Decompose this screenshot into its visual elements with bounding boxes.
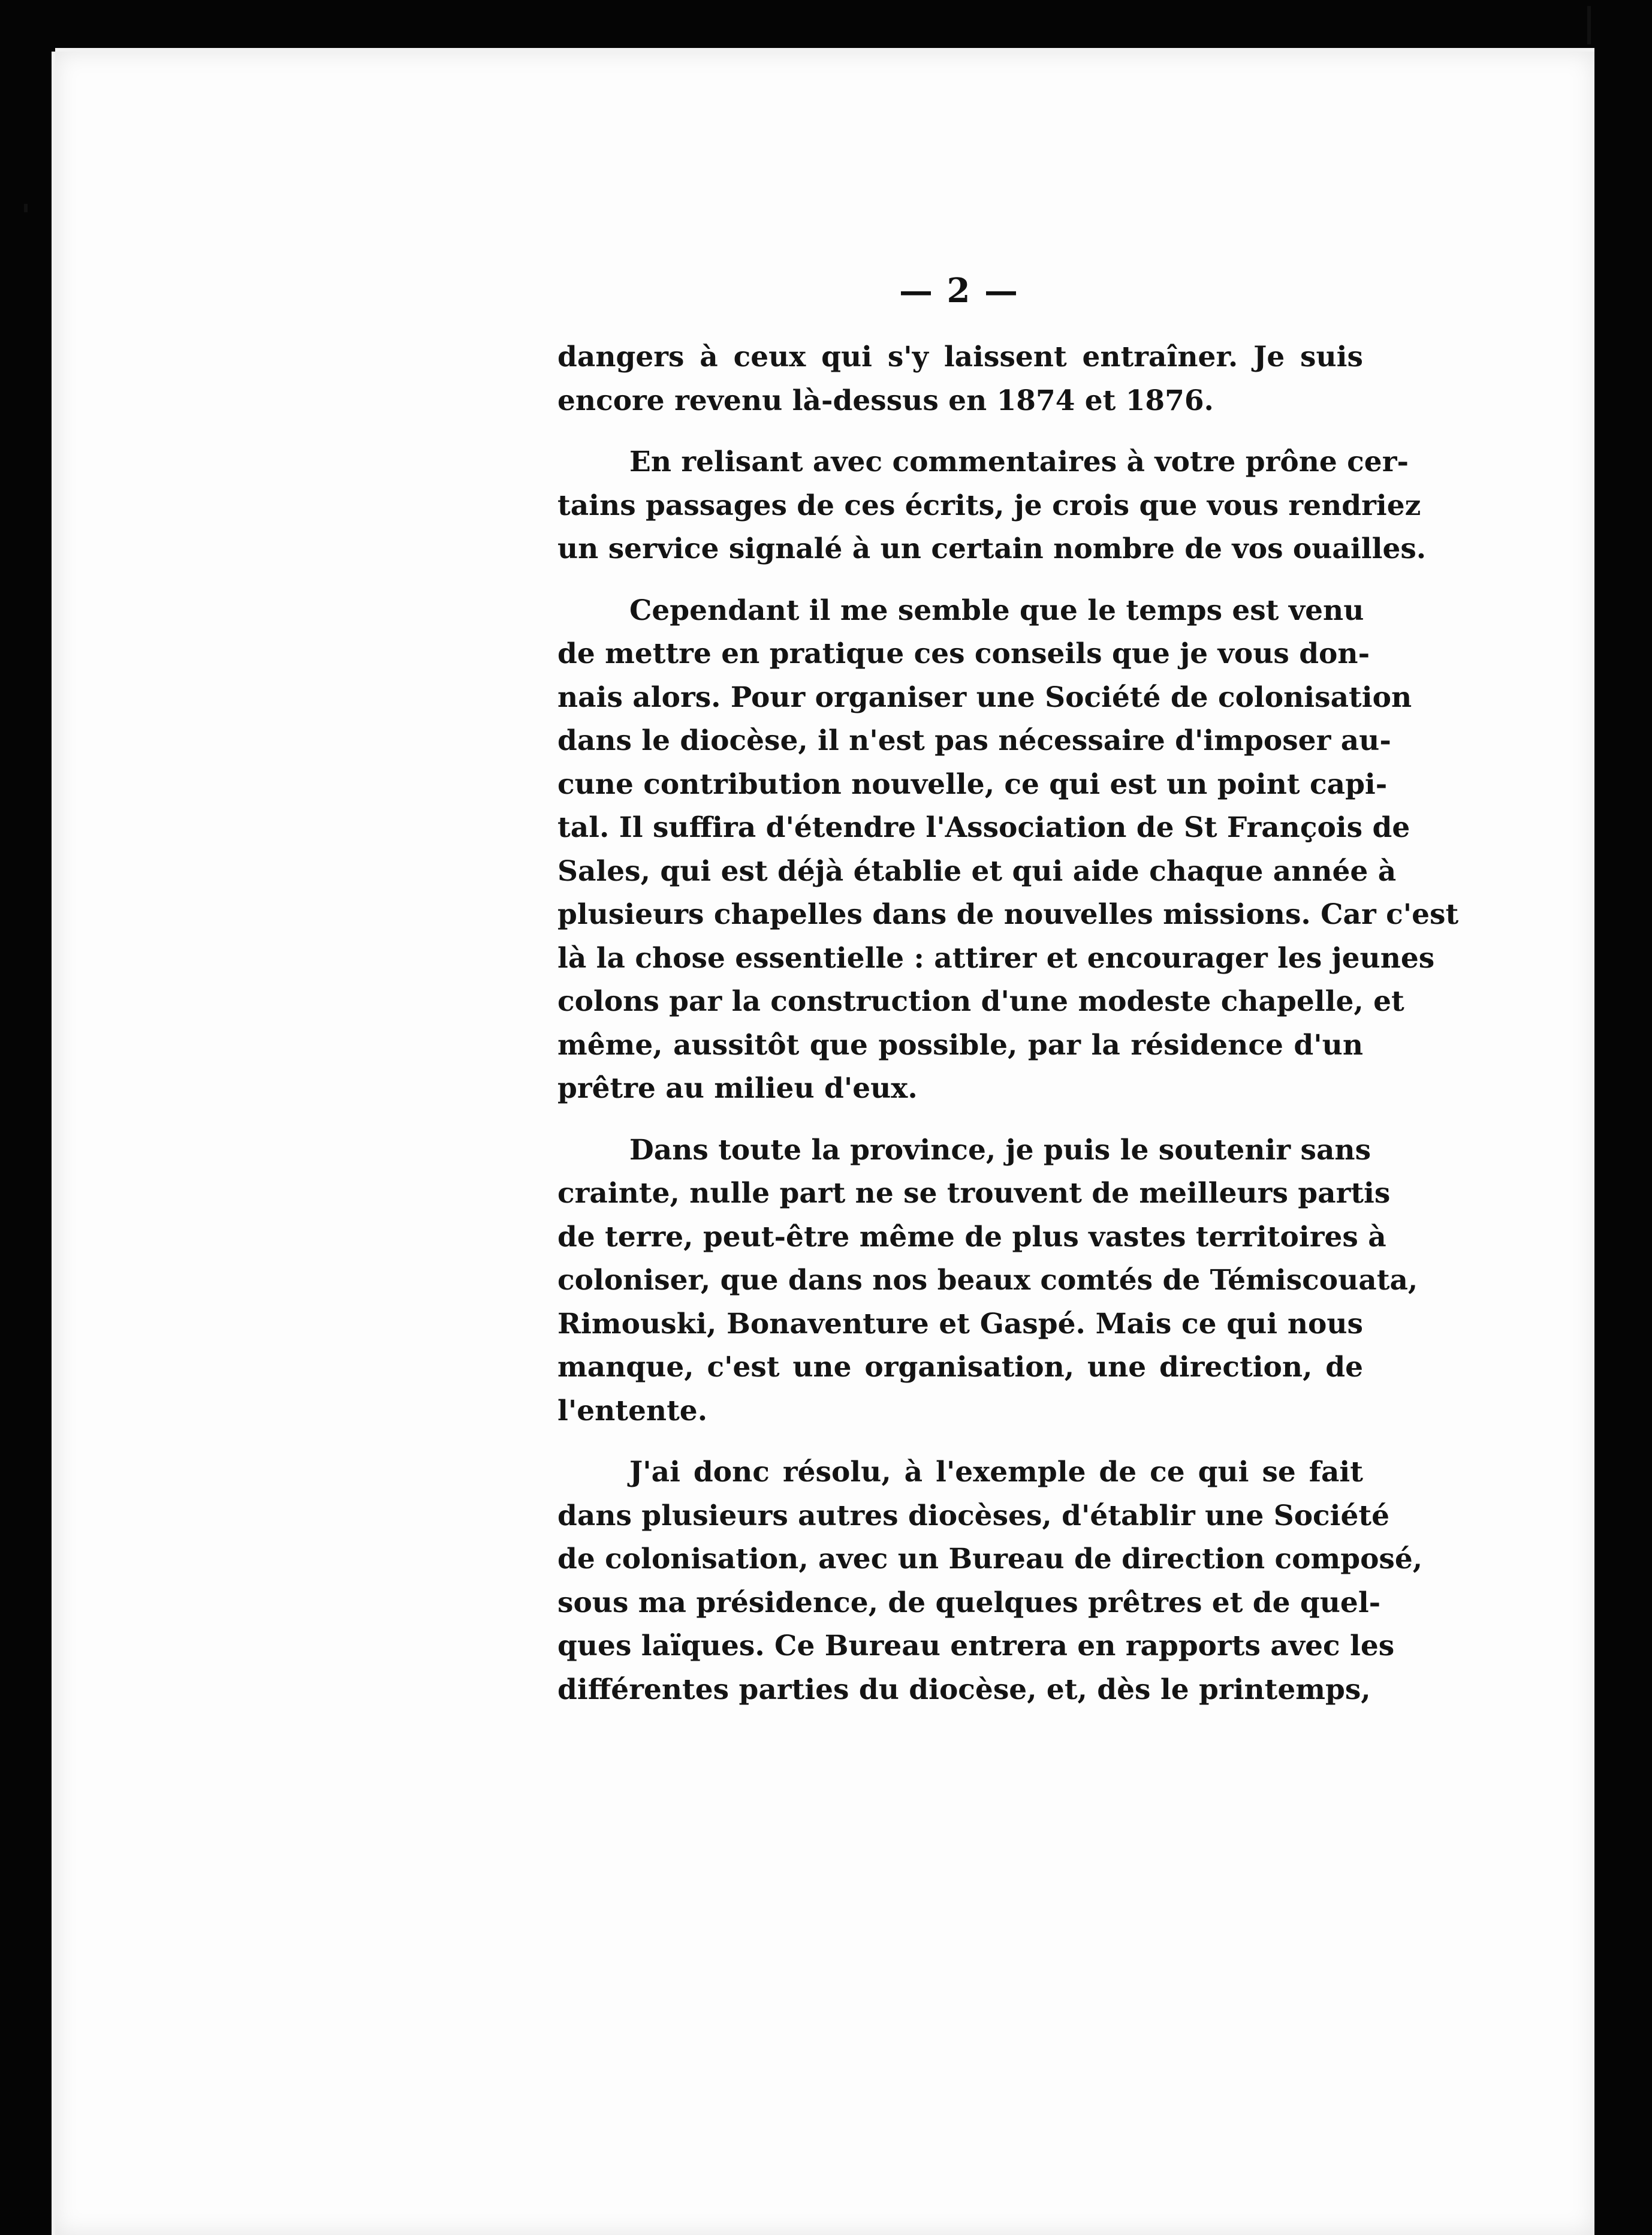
text-line: plusieurs chapelles dans de nouvelles missions. Car c'est	[557, 898, 1459, 931]
text-line: cune contribution nouvelle, ce qui est un point capi-	[557, 767, 1388, 801]
paragraph	[557, 589, 1459, 1111]
text-line: manque, c'est une organisation, une direction, de	[557, 1351, 1363, 1384]
paragraph	[557, 1129, 1418, 1433]
text-line: Sales, qui est déjà établie et qui aide chaque année à	[557, 854, 1397, 888]
text-line: J'ai donc résolu, à l'exemple de ce qui se fait	[629, 1456, 1363, 1489]
text-line: encore revenu là-dessus en 1874 et 1876.	[557, 384, 1214, 417]
text-line: colons par la construction d'une modeste chapelle, et	[557, 985, 1404, 1018]
text-line: tal. Il suffira d'étendre l'Association de St François de	[557, 811, 1410, 844]
text-line: de colonisation, avec un Bureau de direction composé,	[557, 1543, 1423, 1576]
paragraph	[557, 1451, 1423, 1712]
text-line: Rimouski, Bonaventure et Gaspé. Mais ce qui nous	[557, 1307, 1363, 1341]
text-line: là la chose essentielle : attirer et encourager les jeunes	[557, 941, 1435, 975]
text-line: dans plusieurs autres diocèses, d'établir une Société	[557, 1499, 1390, 1532]
paragraph	[557, 336, 1363, 423]
text-line: nais alors. Pour organiser une Société de colonisation	[557, 680, 1412, 714]
text-line: crainte, nulle part ne se trouvent de meilleurs partis	[557, 1177, 1391, 1210]
text-line: Cependant il me semble que le temps est venu	[629, 594, 1364, 627]
document-body	[557, 336, 1459, 1712]
text-line: même, aussitôt que possible, par la résidence d'un	[557, 1028, 1363, 1062]
text-line: tains passages de ces écrits, je crois que vous rendriez	[557, 489, 1421, 522]
text-line: Dans toute la province, je puis le soutenir sans	[629, 1133, 1371, 1167]
text-line: dangers à ceux qui s'y laissent entraîner. Je suis	[557, 341, 1363, 373]
text-line: de mettre en pratique ces conseils que je vous don-	[557, 637, 1370, 670]
text-line: ques laïques. Ce Bureau entrera en rapports avec les	[557, 1629, 1395, 1662]
scan-speck	[24, 204, 28, 212]
text-line: coloniser, que dans nos beaux comtés de Témiscouata,	[557, 1264, 1418, 1297]
text-line: différentes parties du diocèse, et, dès le printemps,	[557, 1673, 1371, 1706]
text-line: l'entente.	[557, 1394, 708, 1427]
text-line: prêtre au milieu d'eux.	[557, 1072, 918, 1105]
text-line: un service signalé à un certain nombre de vos ouailles.	[557, 532, 1427, 565]
page-number: — 2 —	[899, 271, 1019, 311]
text-line: sous ma présidence, de quelques prêtres et de quel-	[557, 1586, 1381, 1619]
text-line: dans le diocèse, il n'est pas nécessaire d'imposer au-	[557, 724, 1391, 757]
scan-speck	[1587, 6, 1591, 44]
text-line: de terre, peut-être même de plus vastes territoires à	[557, 1220, 1386, 1254]
text-line: En relisant avec commentaires à votre prône cer-	[629, 445, 1409, 478]
paragraph	[557, 441, 1427, 571]
